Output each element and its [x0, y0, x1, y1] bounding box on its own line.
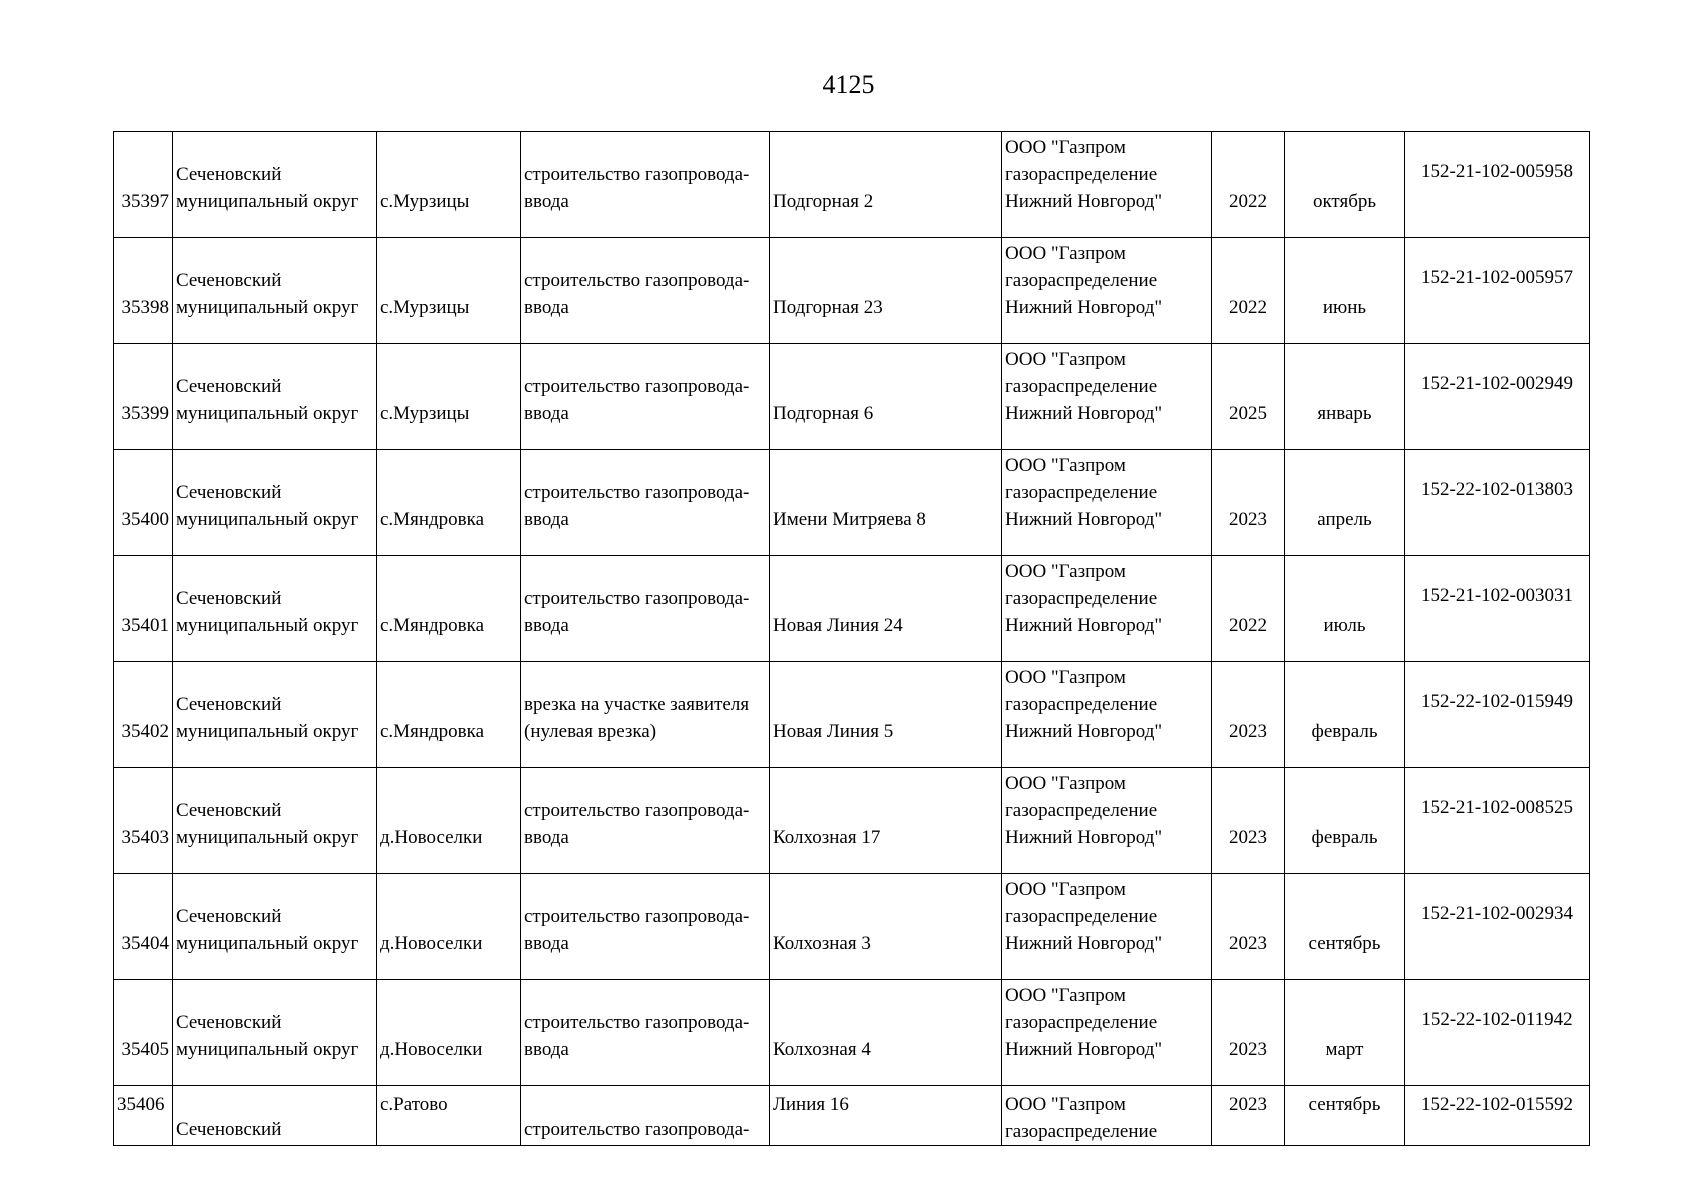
- organization-cell-line: Нижний Новгород": [1005, 933, 1163, 954]
- month-cell: сентябрь: [1285, 1086, 1405, 1146]
- locality-cell: с.Мяндровка: [377, 450, 521, 556]
- work-type-cell: [521, 768, 770, 874]
- organization-cell-line: газораспределение: [1005, 164, 1158, 185]
- district-cell-line: муниципальный округ: [176, 191, 359, 212]
- table-row: [114, 132, 1590, 238]
- organization-cell-line: ООО "Газпром: [1005, 667, 1126, 688]
- work-type-cell-line: строительство газопровода-: [524, 800, 750, 821]
- organization-cell-line: газораспределение: [1005, 800, 1158, 821]
- work-type-cell: [521, 874, 770, 980]
- table-row: [114, 874, 1590, 980]
- organization-cell-line: ООО "Газпром: [1005, 455, 1126, 476]
- work-type-cell-line: ввода: [524, 933, 569, 954]
- district-cell: [173, 344, 377, 450]
- year-cell: 2025: [1212, 344, 1285, 450]
- organization-cell-line: ООО "Газпром: [1005, 137, 1126, 158]
- district-cell-line: муниципальный округ: [176, 615, 359, 636]
- district-cell: [173, 662, 377, 768]
- address-cell: Колхозная 17: [770, 768, 1002, 874]
- record-number: 35400: [114, 450, 173, 556]
- record-number: 35397: [114, 132, 173, 238]
- district-cell-line: Сеченовский: [176, 164, 282, 185]
- organization-cell-line: ООО "Газпром: [1005, 1094, 1126, 1115]
- organization-cell-line: Нижний Новгород": [1005, 615, 1163, 636]
- work-type-cell-line: строительство газопровода-: [524, 270, 750, 291]
- district-cell-line: Сеченовский: [176, 376, 282, 397]
- record-number: 35401: [114, 556, 173, 662]
- application-code-cell: 152-21-102-003031: [1405, 556, 1590, 662]
- organization-cell-line: Нижний Новгород": [1005, 509, 1163, 530]
- work-type-cell: [521, 450, 770, 556]
- work-type-cell-line: строительство газопровода-: [524, 376, 750, 397]
- organization-cell-line: ООО "Газпром: [1005, 985, 1126, 1006]
- organization-cell: [1002, 980, 1212, 1086]
- address-cell: Новая Линия 24: [770, 556, 1002, 662]
- month-cell: февраль: [1285, 662, 1405, 768]
- district-cell-line: Сеченовский: [176, 906, 282, 927]
- address-cell: Подгорная 2: [770, 132, 1002, 238]
- table-row: [114, 238, 1590, 344]
- gasification-register-table: [113, 131, 1590, 1146]
- work-type-cell-line: (нулевая врезка): [524, 721, 657, 742]
- record-number: 35403: [114, 768, 173, 874]
- work-type-cell-line: строительство газопровода-: [524, 164, 750, 185]
- locality-cell: с.Мурзицы: [377, 238, 521, 344]
- year-cell: 2023: [1212, 874, 1285, 980]
- work-type-cell-line: врезка на участке заявителя: [524, 694, 750, 715]
- work-type-cell-line: ввода: [524, 297, 569, 318]
- locality-cell: д.Новоселки: [377, 980, 521, 1086]
- year-cell: 2022: [1212, 132, 1285, 238]
- table-row: [114, 1086, 1590, 1146]
- organization-cell-line: ООО "Газпром: [1005, 349, 1126, 370]
- district-cell-line: муниципальный округ: [176, 1039, 359, 1060]
- work-type-cell-line: ввода: [524, 191, 569, 212]
- address-cell: Подгорная 6: [770, 344, 1002, 450]
- work-type-cell: [521, 132, 770, 238]
- work-type-cell: [521, 556, 770, 662]
- application-code-cell: 152-22-102-015592: [1405, 1086, 1590, 1146]
- district-cell: [173, 132, 377, 238]
- work-type-cell-line: строительство газопровода-: [524, 588, 750, 609]
- locality-cell: с.Мяндровка: [377, 556, 521, 662]
- year-cell: 2023: [1212, 980, 1285, 1086]
- organization-cell-line: ООО "Газпром: [1005, 879, 1126, 900]
- year-cell: 2022: [1212, 556, 1285, 662]
- district-cell: [173, 874, 377, 980]
- district-cell: [173, 980, 377, 1086]
- application-code-cell: 152-21-102-002949: [1405, 344, 1590, 450]
- address-cell: Имени Митряева 8: [770, 450, 1002, 556]
- application-code-cell: 152-21-102-005957: [1405, 238, 1590, 344]
- table-row: [114, 980, 1590, 1086]
- organization-cell-line: Нижний Новгород": [1005, 827, 1163, 848]
- record-number: 35406: [114, 1086, 173, 1146]
- organization-cell-line: Нижний Новгород": [1005, 297, 1163, 318]
- application-code-cell: 152-22-102-011942: [1405, 980, 1590, 1086]
- organization-cell-line: Нижний Новгород": [1005, 721, 1163, 742]
- locality-cell: д.Новоселки: [377, 874, 521, 980]
- organization-cell: [1002, 238, 1212, 344]
- district-cell-line: муниципальный округ: [176, 827, 359, 848]
- organization-cell-line: газораспределение: [1005, 1121, 1158, 1142]
- month-cell: сентябрь: [1285, 874, 1405, 980]
- month-cell: июнь: [1285, 238, 1405, 344]
- address-cell: Колхозная 4: [770, 980, 1002, 1086]
- year-cell: 2022: [1212, 238, 1285, 344]
- month-cell: март: [1285, 980, 1405, 1086]
- work-type-cell: [521, 662, 770, 768]
- table-row: [114, 556, 1590, 662]
- work-type-cell: строительство газопровода-: [521, 1086, 770, 1146]
- locality-cell: с.Ратово: [377, 1086, 521, 1146]
- work-type-cell-line: строительство газопровода-: [524, 1012, 750, 1033]
- organization-cell-line: Нижний Новгород": [1005, 1039, 1163, 1060]
- record-number: 35399: [114, 344, 173, 450]
- organization-cell-line: Нижний Новгород": [1005, 191, 1163, 212]
- work-type-cell-line: строительство газопровода-: [524, 482, 750, 503]
- organization-cell: [1002, 556, 1212, 662]
- month-cell: октябрь: [1285, 132, 1405, 238]
- district-cell-line: муниципальный округ: [176, 297, 359, 318]
- district-cell: [173, 450, 377, 556]
- organization-cell-line: ООО "Газпром: [1005, 773, 1126, 794]
- address-cell: Новая Линия 5: [770, 662, 1002, 768]
- work-type-cell-line: ввода: [524, 615, 569, 636]
- month-cell: апрель: [1285, 450, 1405, 556]
- year-cell: 2023: [1212, 662, 1285, 768]
- organization-cell: [1002, 874, 1212, 980]
- organization-cell-line: газораспределение: [1005, 270, 1158, 291]
- district-cell-line: муниципальный округ: [176, 403, 359, 424]
- organization-cell-line: газораспределение: [1005, 694, 1158, 715]
- work-type-cell-line: ввода: [524, 509, 569, 530]
- locality-cell: с.Мурзицы: [377, 132, 521, 238]
- work-type-cell: [521, 344, 770, 450]
- district-cell: [173, 768, 377, 874]
- district-cell-line: Сеченовский: [176, 694, 282, 715]
- organization-cell-line: газораспределение: [1005, 482, 1158, 503]
- district-cell-line: Сеченовский: [176, 1012, 282, 1033]
- year-cell: 2023: [1212, 1086, 1285, 1146]
- work-type-cell: [521, 238, 770, 344]
- application-code-cell: 152-22-102-013803: [1405, 450, 1590, 556]
- organization-cell: [1002, 450, 1212, 556]
- locality-cell: с.Мяндровка: [377, 662, 521, 768]
- year-cell: 2023: [1212, 768, 1285, 874]
- organization-cell: [1002, 768, 1212, 874]
- address-cell: Подгорная 23: [770, 238, 1002, 344]
- organization-cell-line: Нижний Новгород": [1005, 403, 1163, 424]
- district-cell-line: муниципальный округ: [176, 933, 359, 954]
- district-cell-line: Сеченовский: [176, 482, 282, 503]
- organization-cell: [1002, 132, 1212, 238]
- organization-cell-line: газораспределение: [1005, 906, 1158, 927]
- district-cell: [173, 238, 377, 344]
- district-cell-line: Сеченовский: [176, 800, 282, 821]
- application-code-cell: 152-21-102-002934: [1405, 874, 1590, 980]
- table-row: [114, 450, 1590, 556]
- district-cell-line: муниципальный округ: [176, 721, 359, 742]
- work-type-cell-line: ввода: [524, 1039, 569, 1060]
- application-code-cell: 152-21-102-008525: [1405, 768, 1590, 874]
- work-type-cell: [521, 980, 770, 1086]
- address-cell: Линия 16: [770, 1086, 1002, 1146]
- table-row: [114, 768, 1590, 874]
- organization-cell-line: ООО "Газпром: [1005, 243, 1126, 264]
- record-number: 35404: [114, 874, 173, 980]
- record-number: 35398: [114, 238, 173, 344]
- locality-cell: д.Новоселки: [377, 768, 521, 874]
- district-cell-line: Сеченовский: [176, 588, 282, 609]
- page-number: 4125: [822, 70, 875, 99]
- month-cell: февраль: [1285, 768, 1405, 874]
- work-type-cell-line: строительство газопровода-: [524, 906, 750, 927]
- district-cell-line: муниципальный округ: [176, 509, 359, 530]
- work-type-cell-line: ввода: [524, 827, 569, 848]
- organization-cell-line: газораспределение: [1005, 1012, 1158, 1033]
- record-number: 35405: [114, 980, 173, 1086]
- district-cell: [173, 556, 377, 662]
- organization-cell-line: газораспределение: [1005, 588, 1158, 609]
- application-code-cell: 152-22-102-015949: [1405, 662, 1590, 768]
- organization-cell-line: ООО "Газпром: [1005, 561, 1126, 582]
- district-cell: Сеченовский: [173, 1086, 377, 1146]
- month-cell: июль: [1285, 556, 1405, 662]
- organization-cell-line: газораспределение: [1005, 376, 1158, 397]
- record-number: 35402: [114, 662, 173, 768]
- organization-cell: [1002, 662, 1212, 768]
- organization-cell: [1002, 344, 1212, 450]
- table-body: [114, 132, 1590, 1146]
- table-row: [114, 344, 1590, 450]
- application-code-cell: 152-21-102-005958: [1405, 132, 1590, 238]
- month-cell: январь: [1285, 344, 1405, 450]
- work-type-cell-line: ввода: [524, 403, 569, 424]
- year-cell: 2023: [1212, 450, 1285, 556]
- district-cell-line: Сеченовский: [176, 270, 282, 291]
- table-row: [114, 662, 1590, 768]
- organization-cell: [1002, 1086, 1212, 1146]
- locality-cell: с.Мурзицы: [377, 344, 521, 450]
- address-cell: Колхозная 3: [770, 874, 1002, 980]
